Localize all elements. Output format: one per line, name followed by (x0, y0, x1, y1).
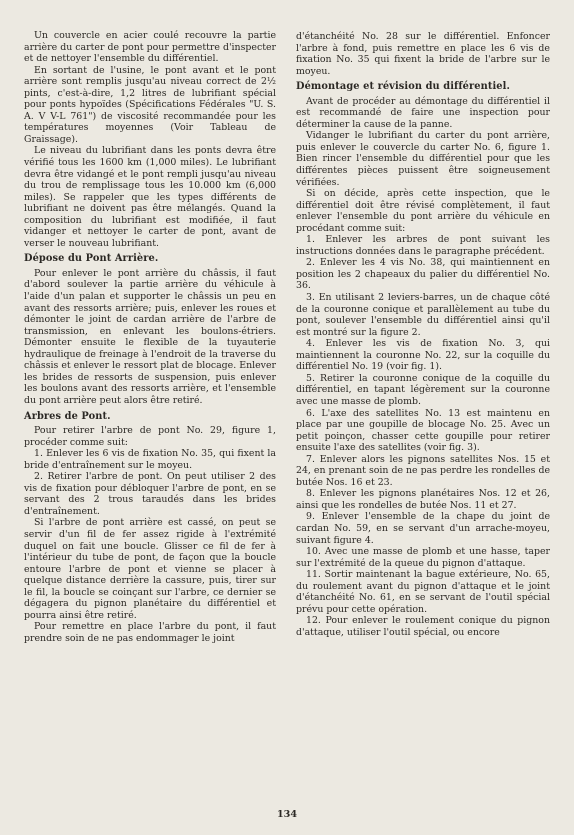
step-item: 1. Enlever les arbres de pont suivant les instructions données dans le paragraphe précédent. (296, 234, 550, 257)
paragraph: Si l'arbre de pont arrière est cassé, on peut se servir d'un fil de fer assez rigide à l'extrémité duquel on fait une boucle. Glisser ce fil de fer à l'intérieur du tube de pont, de façon que la boucle entoure l'arbre de pont et vienne se placer à quelque distance derrière la cassure, puis, tirer sur le fil, la boucle se coinçant sur l'arbre, ce dernier se dégagera du pignon planétaire du différentiel et pourra ainsi être retiré. (24, 517, 276, 621)
paragraph: Pour enlever le pont arrière du châssis, il faut d'abord soulever la partie arrière du véhicule à l'aide d'un palan et supporter le châssis un peu en avant des ressorts arrière; puis, enlever les roues et démonter le joint de cardan arrière de l'arbre de transmission, en enlevant les boulons-étriers. Démonter ensuite le flexible de la tuyauterie hydraulique de freinage à l'endroit de la traverse du châssis et enlever le ressort plat de blocage. Enlever les brides de ressorts de suspension, puis enlever les boulons avant des ressorts arrière, et l'ensemble du pont arrière peut alors être retiré. (24, 267, 276, 406)
section-heading: Arbres de Pont. (24, 410, 111, 422)
paragraph: Pour remettre en place l'arbre du pont, il faut prendre soin de ne pas endommager le joint (24, 621, 276, 644)
step-item: 3. En utilisant 2 leviers-barres, un de chaque côté de la couronne conique et parallèlement au tube du pont, soulever l'ensemble du différentiel ainsi qu'il est montré sur la figure 2. (296, 292, 550, 338)
step-item: 4. Enlever les vis de fixation No. 3, qui maintiennent la couronne No. 22, sur la coquille du différentiel No. 19 (voir fig. 1). (296, 338, 550, 373)
left-column (24, 30, 276, 644)
step-item: 1. Enlever les 6 vis de fixation No. 35, qui fixent la bride d'entraînement sur le moyeu. (24, 448, 276, 471)
paragraph: Le niveau du lubrifiant dans les ponts devra être vérifié tous les 1600 km (1,000 miles). Le lubrifiant devra être vidangé et le pont rempli jusqu'au niveau du trou de remplissage tous les 10.000 km (6,000 miles). Se rappeler que les types différents de lubrifiant ne doivent pas être mélangés. Quand la composition du lubrifiant est modifiée, il faut vidanger et nettoyer le carter de pont, avant de verser le nouveau lubrifiant. (24, 145, 276, 249)
step-item: 12. Pour enlever le roulement conique du pignon d'attaque, utiliser l'outil spécial, ou encore (296, 615, 550, 638)
paragraph: Pour retirer l'arbre de pont No. 29, figure 1, procéder comme suit: (24, 425, 276, 448)
paragraph: En sortant de l'usine, le pont avant et le pont arrière sont remplis jusqu'au niveau correct de 2½ pints, c'est-à-dire, 1,2 litres de lubrifiant spécial pour ponts hypoïdes (Spécifications Fédérales "U. S. A. V V-L 761") de viscosité recommandée pour les températures moyennes (Voir Tableau de Graissage). (24, 64, 276, 145)
step-item: 6. L'axe des satellites No. 13 est maintenu en place par une goupille de blocage No. 25. Avec un petit poinçon, chasser cette goupille pour retirer ensuite l'axe des satellites (voir fig. 3). (296, 407, 550, 454)
paragraph: Un couvercle en acier coulé recouvre la partie arrière du carter de pont pour permettre d'inspecter et de nettoyer l'ensemble du différentiel. (24, 30, 276, 65)
paragraph: Vidanger le lubrifiant du carter du pont arrière, puis enlever le couvercle du carter No. 6, figure 1. Bien rincer l'ensemble du différentiel pour que les différentes pièces puissent être soigneusement vérifiées. (296, 130, 550, 188)
section-heading: Dépose du Pont Arrière. (24, 253, 159, 265)
step-item: 7. Enlever alors les pignons satellites Nos. 15 et 24, en prenant soin de ne pas perdre les rondelles de butée Nos. 16 et 23. (296, 453, 550, 488)
step-item: 11. Sortir maintenant la bague extérieure, No. 65, du roulement avant du pignon d'attaque et le joint d'étanchéité No. 61, en se servant de l'outil spécial prévu pour cette opération. (296, 569, 550, 615)
right-column (296, 31, 550, 638)
step-item: 10. Avec une masse de plomb et une hasse, taper sur l'extrémité de la queue du pignon d'attaque. (296, 546, 550, 569)
step-item: 2. Enlever les 4 vis No. 38, qui maintiennent en position les 2 chapeaux du palier du différentiel No. 36. (296, 257, 550, 292)
paragraph: Si on décide, après cette inspection, que le différentiel doit être révisé complètement, il faut enlever l'ensemble du pont arrière du véhicule en procédant comme suit: (296, 188, 550, 234)
step-item: 9. Enlever l'ensemble de la chape du joint de cardan No. 59, en se servant d'un arrache-moyeu, suivant figure 4. (296, 511, 550, 546)
step-item: 5. Retirer la couronne conique de la coquille du différentiel, en tapant légèrement sur la couronne avec une masse de plomb. (296, 372, 550, 407)
step-item: 2. Retirer l'arbre de pont. On peut utiliser 2 des vis de fixation pour débloquer l'arbre de pont, en se servant des 2 trous taraudés dans les brides d'entraînement. (24, 471, 276, 517)
page-number: 134 (276, 809, 298, 820)
section-heading: Démontage et révision du différentiel. (296, 81, 510, 93)
paragraph: Avant de procéder au démontage du différentiel il est recommandé de faire une inspection pour déterminer la cause de la panne. (296, 95, 550, 130)
step-item: 8. Enlever les pignons planétaires Nos. 12 et 26, ainsi que les rondelles de butée Nos. 11 et 27. (296, 488, 550, 511)
paragraph: d'étanchéité No. 28 sur le différentiel. Enfoncer l'arbre à fond, puis remettre en place les 6 vis de fixation No. 35 qui fixent la bride de l'arbre sur le moyeu. (296, 31, 550, 77)
